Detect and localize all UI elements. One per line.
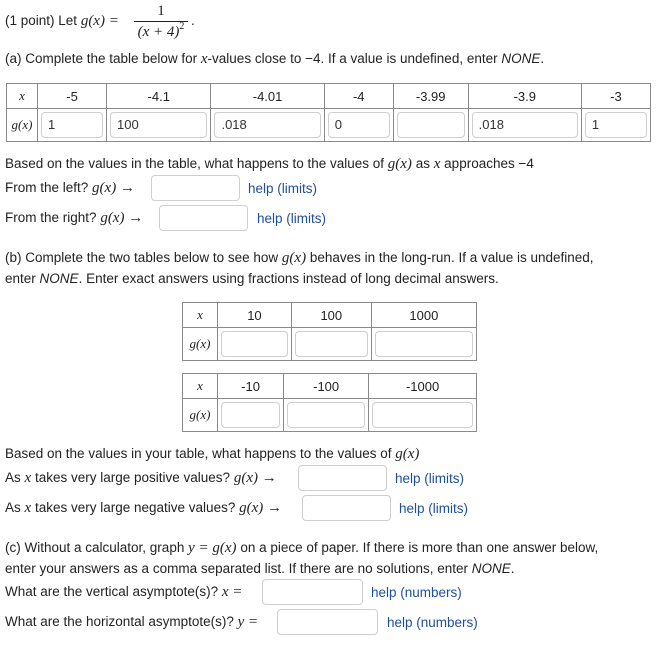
x-header-cell: x — [7, 84, 38, 109]
fraction — [132, 3, 190, 43]
question-text: Based on the values in your table, what happens to the values of — [5, 446, 392, 461]
answer-input[interactable] — [397, 112, 465, 138]
answer-input[interactable]: .018 — [472, 112, 578, 138]
none-keyword: NONE — [39, 271, 79, 286]
pos-text2: takes very large positive values? — [34, 470, 231, 485]
part-a-intro-var: x — [200, 51, 208, 67]
right-label-text: From the right? — [5, 210, 97, 225]
x-value-cell: -3.99 — [393, 84, 468, 109]
answer-input[interactable]: 1 — [585, 112, 647, 138]
function-name: g(x) = — [80, 13, 119, 29]
horizontal-asymptote-label — [5, 614, 258, 631]
x-header-cell: x — [183, 303, 218, 328]
question-text3: approaches −4 — [444, 156, 534, 171]
neg-text2: takes very large negative values? — [34, 500, 236, 515]
vertical-asymptote-label — [5, 584, 242, 601]
horiz-eq: y = — [237, 614, 259, 630]
x-value-cell: -3.9 — [468, 84, 581, 109]
answer-input[interactable]: 100 — [110, 112, 207, 138]
x-value-cell: -4 — [324, 84, 393, 109]
right-g: g(x) → — [100, 210, 144, 226]
part-b-text: (b) Complete the two tables below to see how — [5, 250, 279, 265]
fraction-numerator: 1 — [157, 3, 165, 19]
positive-limit-label — [5, 470, 277, 487]
x-header-cell: x — [183, 374, 218, 399]
part-a-question — [5, 156, 534, 173]
positive-limit-input[interactable] — [298, 465, 387, 491]
answer-input[interactable] — [221, 402, 280, 428]
left-limit-input[interactable] — [151, 175, 240, 201]
points-label: (1 point) Let — [5, 13, 78, 28]
help-limits-link[interactable]: help (limits) — [395, 471, 465, 486]
pos-x: x — [24, 470, 32, 486]
negative-limit-input[interactable] — [302, 495, 391, 521]
part-c-text: (c) Without a calculator, graph — [5, 540, 185, 555]
problem-header — [5, 13, 119, 30]
part-b-g: g(x) — [281, 250, 307, 266]
x-value-cell: -3 — [581, 84, 650, 109]
g-header-cell: g(x) — [183, 328, 218, 361]
help-numbers-link[interactable]: help (numbers) — [387, 615, 478, 630]
help-limits-link[interactable]: help (limits) — [248, 181, 318, 196]
table-header-row — [183, 374, 477, 399]
none-keyword: NONE — [471, 561, 511, 576]
part-b-intro-line2 — [5, 271, 499, 286]
g-header-cell: g(x) — [7, 109, 38, 142]
neg-text: As — [5, 500, 21, 515]
horizontal-asymptote-input[interactable] — [277, 609, 378, 635]
answer-input[interactable] — [221, 331, 288, 357]
answer-input[interactable]: .018 — [214, 112, 320, 138]
part-c-end: . — [510, 561, 515, 576]
x-value-cell: 10 — [218, 303, 292, 328]
question-g: g(x) — [395, 446, 420, 462]
part-b-text2: behaves in the long-run. If a value is undefined, — [309, 250, 594, 265]
x-value-cell: -5 — [38, 84, 107, 109]
help-limits-link[interactable]: help (limits) — [399, 501, 469, 516]
left-label-text: From the left? — [5, 180, 89, 195]
question-g: g(x) — [387, 156, 412, 172]
part-c-intro-line1 — [5, 540, 598, 557]
left-g: g(x) → — [92, 180, 135, 196]
pos-g: g(x) → — [233, 470, 277, 486]
part-c-text3: enter your answers as a comma separated list. If there are no solutions, enter — [5, 561, 468, 576]
x-value-cell: 1000 — [371, 303, 476, 328]
x-value-cell: -10 — [218, 374, 284, 399]
part-a-intro-text: (a) Complete the table below for — [5, 51, 198, 66]
x-value-cell: -1000 — [369, 374, 477, 399]
table-header-row — [183, 303, 477, 328]
table-row — [183, 399, 477, 432]
question-text: Based on the values in the table, what happens to the values of — [5, 156, 385, 171]
answer-input[interactable] — [375, 331, 473, 357]
part-b-text3: enter — [5, 271, 36, 286]
table-row — [183, 328, 477, 361]
header-period: . — [191, 13, 195, 28]
question-text2: as — [415, 156, 430, 171]
question-x: x — [433, 156, 441, 172]
vert-eq: x = — [221, 584, 243, 600]
g-header-cell: g(x) — [183, 399, 218, 432]
part-b-intro-line1 — [5, 250, 594, 267]
answer-input[interactable]: 1 — [41, 112, 103, 138]
part-b-question — [5, 446, 419, 463]
part-b-table-negative — [182, 373, 477, 432]
table-header-row — [7, 84, 651, 109]
answer-input[interactable] — [287, 402, 365, 428]
part-b-text4: . Enter exact answers using fractions instead of long decimal answers. — [78, 271, 499, 286]
part-b-table-positive — [182, 302, 477, 361]
x-value-cell: -100 — [284, 374, 369, 399]
help-limits-link[interactable]: help (limits) — [257, 211, 327, 226]
answer-input[interactable]: 0 — [328, 112, 390, 138]
part-a-intro-end: . — [540, 51, 545, 66]
vert-text: What are the vertical asymptote(s)? — [5, 584, 219, 599]
part-a-intro — [5, 51, 544, 68]
answer-input[interactable] — [372, 402, 473, 428]
neg-x: x — [24, 500, 32, 516]
part-c-eq: y = g(x) — [188, 540, 237, 556]
x-value-cell: 100 — [291, 303, 371, 328]
answer-input[interactable] — [295, 331, 368, 357]
x-value-cell: -4.01 — [211, 84, 324, 109]
part-a-table — [6, 83, 651, 142]
part-c-text2: on a piece of paper. If there is more than one answer below, — [240, 540, 599, 555]
neg-g: g(x) → — [239, 500, 283, 516]
vertical-asymptote-input[interactable] — [262, 579, 363, 605]
left-limit-label — [5, 180, 135, 197]
x-value-cell: -4.1 — [107, 84, 211, 109]
negative-limit-label — [5, 500, 282, 517]
horiz-text: What are the horizontal asymptote(s)? — [5, 614, 234, 629]
none-keyword: NONE — [501, 51, 541, 66]
right-limit-label — [5, 210, 143, 227]
pos-text: As — [5, 470, 21, 485]
table-row — [7, 109, 651, 142]
part-a-intro-text2: -values close to −4. If a value is undefined, enter — [207, 51, 498, 66]
part-c-intro-line2 — [5, 561, 515, 576]
fraction-exponent: 2 — [179, 21, 185, 32]
fraction-denominator: (x + 4) — [137, 24, 180, 40]
help-numbers-link[interactable]: help (numbers) — [371, 585, 462, 600]
right-limit-input[interactable] — [159, 205, 248, 231]
